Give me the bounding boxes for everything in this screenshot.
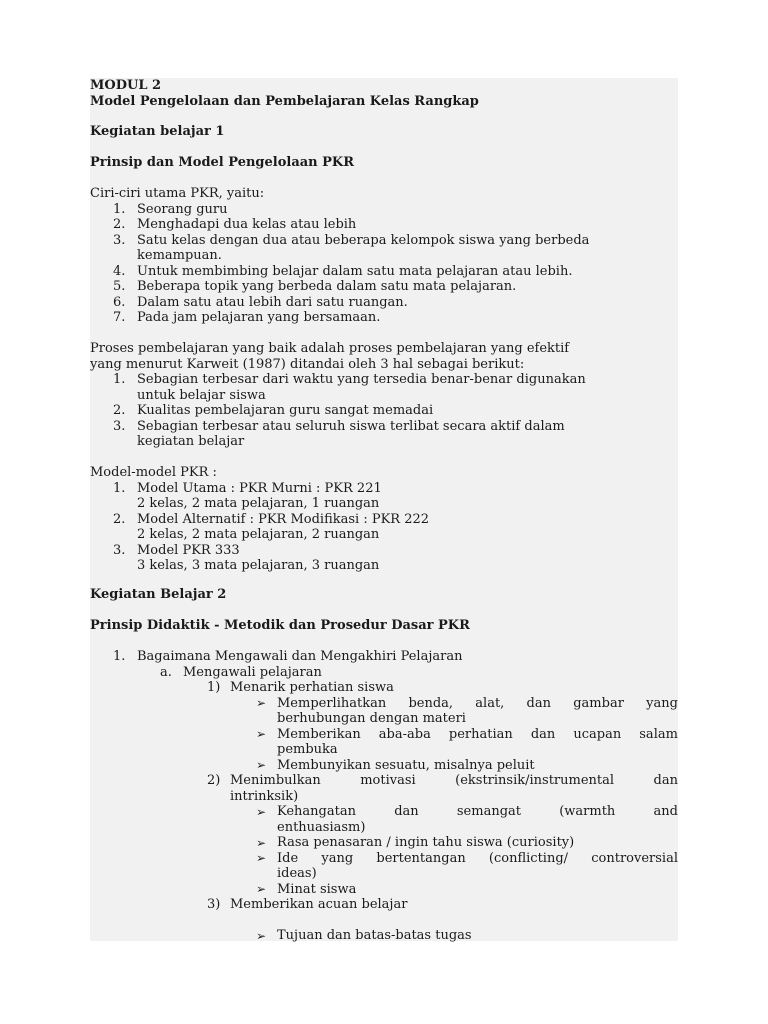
ciri-intro: Ciri-ciri utama PKR, yaitu: xyxy=(90,186,265,201)
module-number: MODUL 2 xyxy=(90,78,162,93)
bullet-arrow-icon: ➢ xyxy=(256,696,267,710)
item1a-letter: a. xyxy=(160,664,172,680)
bullet-arrow-icon: ➢ xyxy=(256,851,267,865)
s1-bullet3: Membunyikan sesuatu, misalnya peluit xyxy=(277,757,535,773)
document-page: MODUL 2 Model Pengelolaan dan Pembelajaran Kelas Rangkap Kegiatan belajar 1 Prinsip dan Model Pengelolaan PKR Ciri-ciri utama PKR, yaitu: 1. Seorang guru 2. Menghadapi dua kelas atau lebih 3. Satu kelas dengan dua atau beberapa kelompok siswa yang berbeda kemampuan. 4. Untuk membimbing belajar dalam satu mata pelajaran atau lebih. 5. Beberapa topik yang berbeda dalam satu mata pelajaran. 6. Dalam satu atau lebih dari satu ruangan. 7. Pada jam pelajaran yang bersamaan. Proses pembelajaran yang baik adalah proses pembelajaran yang efektif yang menurut Karweit (1987) ditandai oleh 3 hal sebagai berikut: 1. Sebagian terbesar dari waktu yang tersedia benar-benar digunakan untuk belajar siswa 2. Kualitas pembelajaran guru sangat memadai 3. Sebagian terbesar atau seluruh siswa terlibat secara aktif dalam kegiatan belajar Model-model PKR : 1. Model Utama : PKR Murni : PKR 221 2 kelas, 2 mata pelajaran, 1 ruangan 2. Model Alternatif : PKR Modifikasi : PKR 222 2 kelas, 2 mata pelajaran, 2 ruangan 3. Model PKR 333 3 kelas, 3 mata pelajaran, 3 ruangan Kegiatan Belajar 2 Prinsip Didaktik - Metodik dan Prosedur Dasar PKR 1. Bagaimana Mengawali dan Mengakhiri Pelajaran a. Mengawali pelajaran 1) Menarik perhatian siswa ➢ Memperlihatkan benda, alat, dan gambar yang berhubungan dengan materi ➢ Memberikan aba-aba perhatian dan ucapan salam pembuka ➢ Membunyikan sesuatu, misalnya peluit 2) Menimbulkan motivasi (ekstrinsik/instrumental dan intrinksik) ➢ Kehangatan dan semangat (warmth and enthuasiasm) ➢ Rasa penasaran / ingin tahu siswa (curiosity) ➢ Ide yang bertentangan (conflicting/ controversial ideas) ➢ Minat siswa 3) Memberikan acuan belajar ➢ Tujuan dan batas-batas tugas xyxy=(90,78,678,943)
bullet-arrow-icon: ➢ xyxy=(256,835,267,850)
bullet-arrow-icon: ➢ xyxy=(256,727,267,741)
bullet-arrow-icon: ➢ xyxy=(256,804,267,819)
bullet-arrow-icon: ➢ xyxy=(256,882,267,896)
item1a-text: Mengawali pelajaran xyxy=(183,664,322,680)
s1-bullet2-line2: pembuka xyxy=(277,742,338,757)
s1-number: 1) xyxy=(207,680,221,695)
kb1-subtitle: Prinsip dan Model Pengelolaan PKR xyxy=(90,155,355,170)
s2-bullet1: Kehangatan dan semangat (warmth and xyxy=(277,804,678,819)
model-intro: Model-model PKR : xyxy=(90,465,217,480)
s2-text-line2: intrinksik) xyxy=(230,788,299,804)
proses-paragraph-line1: Proses pembelajaran yang baik adalah proses pembelajaran yang efektif xyxy=(90,341,570,356)
s3-bullet1: Tujuan dan batas-batas tugas xyxy=(277,928,472,943)
proses-paragraph-line2: yang menurut Karweit (1987) ditandai oleh 3 hal sebagai berikut: xyxy=(90,356,525,372)
s1-bullet1-line2: berhubungan dengan materi xyxy=(277,711,466,726)
s2-number: 2) xyxy=(207,773,221,788)
s3-number: 3) xyxy=(207,897,221,912)
s1-bullet2: Memberikan aba-aba perhatian dan ucapan salam xyxy=(277,726,678,742)
s2-bullet4: Minat siswa xyxy=(277,881,357,897)
s3-text: Memberikan acuan belajar xyxy=(230,897,408,912)
kb1-title: Kegiatan belajar 1 xyxy=(90,124,225,139)
kb2-title: Kegiatan Belajar 2 xyxy=(90,587,227,602)
s1-text: Menarik perhatian siswa xyxy=(230,680,394,695)
s1-bullet1: Memperlihatkan benda, alat, dan gambar yang xyxy=(277,695,678,711)
s2-bullet3-line2: ideas) xyxy=(277,866,317,881)
s2-bullet3: Ide yang bertentangan (conflicting/ controversial xyxy=(277,850,678,866)
bullet-arrow-icon: ➢ xyxy=(256,928,267,943)
s2-bullet2: Rasa penasaran / ingin tahu siswa (curiosity) xyxy=(277,835,575,850)
s2-bullet1-line2: enthuasiasm) xyxy=(277,819,366,835)
kb2-subtitle: Prinsip Didaktik - Metodik dan Prosedur Dasar PKR xyxy=(90,618,470,633)
module-title: Model Pengelolaan dan Pembelajaran Kelas Rangkap xyxy=(90,93,479,109)
item1-text: Bagaimana Mengawali dan Mengakhiri Pelajaran xyxy=(137,649,463,664)
bullet-arrow-icon: ➢ xyxy=(256,758,267,772)
item1-number: 1. xyxy=(113,649,126,664)
s2-text: Menimbulkan motivasi (ekstrinsik/instrumental dan xyxy=(230,773,678,788)
